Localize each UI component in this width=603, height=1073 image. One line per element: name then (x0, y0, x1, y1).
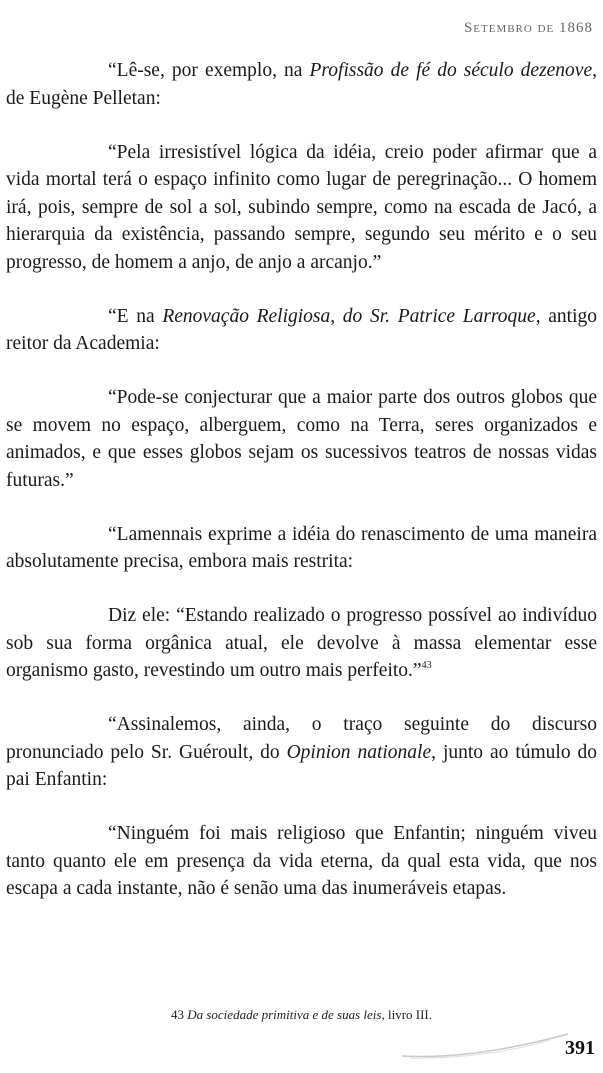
text-span: , junto ao túmulo do pai Enfantin: (6, 741, 598, 790)
newspaper-title-italic: Opinion nationale (286, 741, 432, 763)
paragraph-gueroult-intro (6, 711, 597, 794)
book-title-italic: Profissão de fé do século dezenove (309, 60, 593, 81)
text-span: Diz ele: “Estando realizado o progresso possível ao indivíduo sob sua forma orgânica atual, ele devolve à massa elementar esse organismo gasto, revestindo um outro mais perfeito.” (6, 605, 597, 681)
footnote-title: Da sociedade primitiva e de suas leis (187, 1007, 382, 1022)
page-swoosh-ornament (400, 1028, 570, 1062)
book-title-italic: Renovação Religiosa, do Sr. Patrice Larroque (162, 305, 536, 327)
paragraph-pelletan-quote: “Pela irresistível lógica da idéia, creio poder afirmar que a vida mortal terá o espaço infinito como lugar de peregrinação... O homem irá, pois, sempre de sol a sol, subindo sempre, como na escada de Jacó, a hierarquia da existência, passando sempre, segundo seu mérito e o seu progresso, de homem a anjo, de anjo a arcanjo.” (6, 141, 597, 273)
paragraph-larroque-quote: “Pode-se conjecturar que a maior parte dos outros globos que se movem no espaço, alberguem, como na Terra, seres organizados e animados, e que esses globos sejam os sucessivos teatros de nossas vidas futuras.” (6, 387, 597, 491)
paragraph-gueroult-quote: “Ninguém foi mais religioso que Enfantin; ninguém viveu tanto quanto ele em presença da vida eterna, da qual esta vida, que nos escapa a cada instante, não é senão uma das inumeráveis etapas. (6, 823, 597, 899)
footnote-number: 43 (170, 1007, 184, 1022)
footnote-reference[interactable]: 43 (421, 660, 432, 671)
paragraph-pelletan-intro (6, 57, 597, 112)
paragraph-lamennais-quote (6, 602, 597, 685)
footnote-rest: , livro III. (381, 1007, 433, 1022)
body-text (6, 57, 597, 903)
footnote (0, 1007, 603, 1023)
text-span: , antigo reitor da Academia: (6, 305, 598, 354)
text-span: “Assinalemos, ainda, o traço seguinte do discurso pronunciado pelo Sr. Guéroult, do (6, 714, 597, 763)
paragraph-lamennais-intro: “Lamennais exprime a idéia do renascimento de uma maneira absolutamente precisa, embora mais restrita: (6, 523, 597, 572)
text-span: “Lê-se, por exemplo, na (108, 60, 310, 81)
text-span: “E na (108, 305, 163, 327)
running-header: Setembro de 1868 (463, 20, 593, 36)
text-span: , de Eugène Pelletan: (6, 60, 597, 109)
paragraph-larroque-intro (6, 303, 597, 358)
page-number: 391 (565, 1037, 595, 1059)
